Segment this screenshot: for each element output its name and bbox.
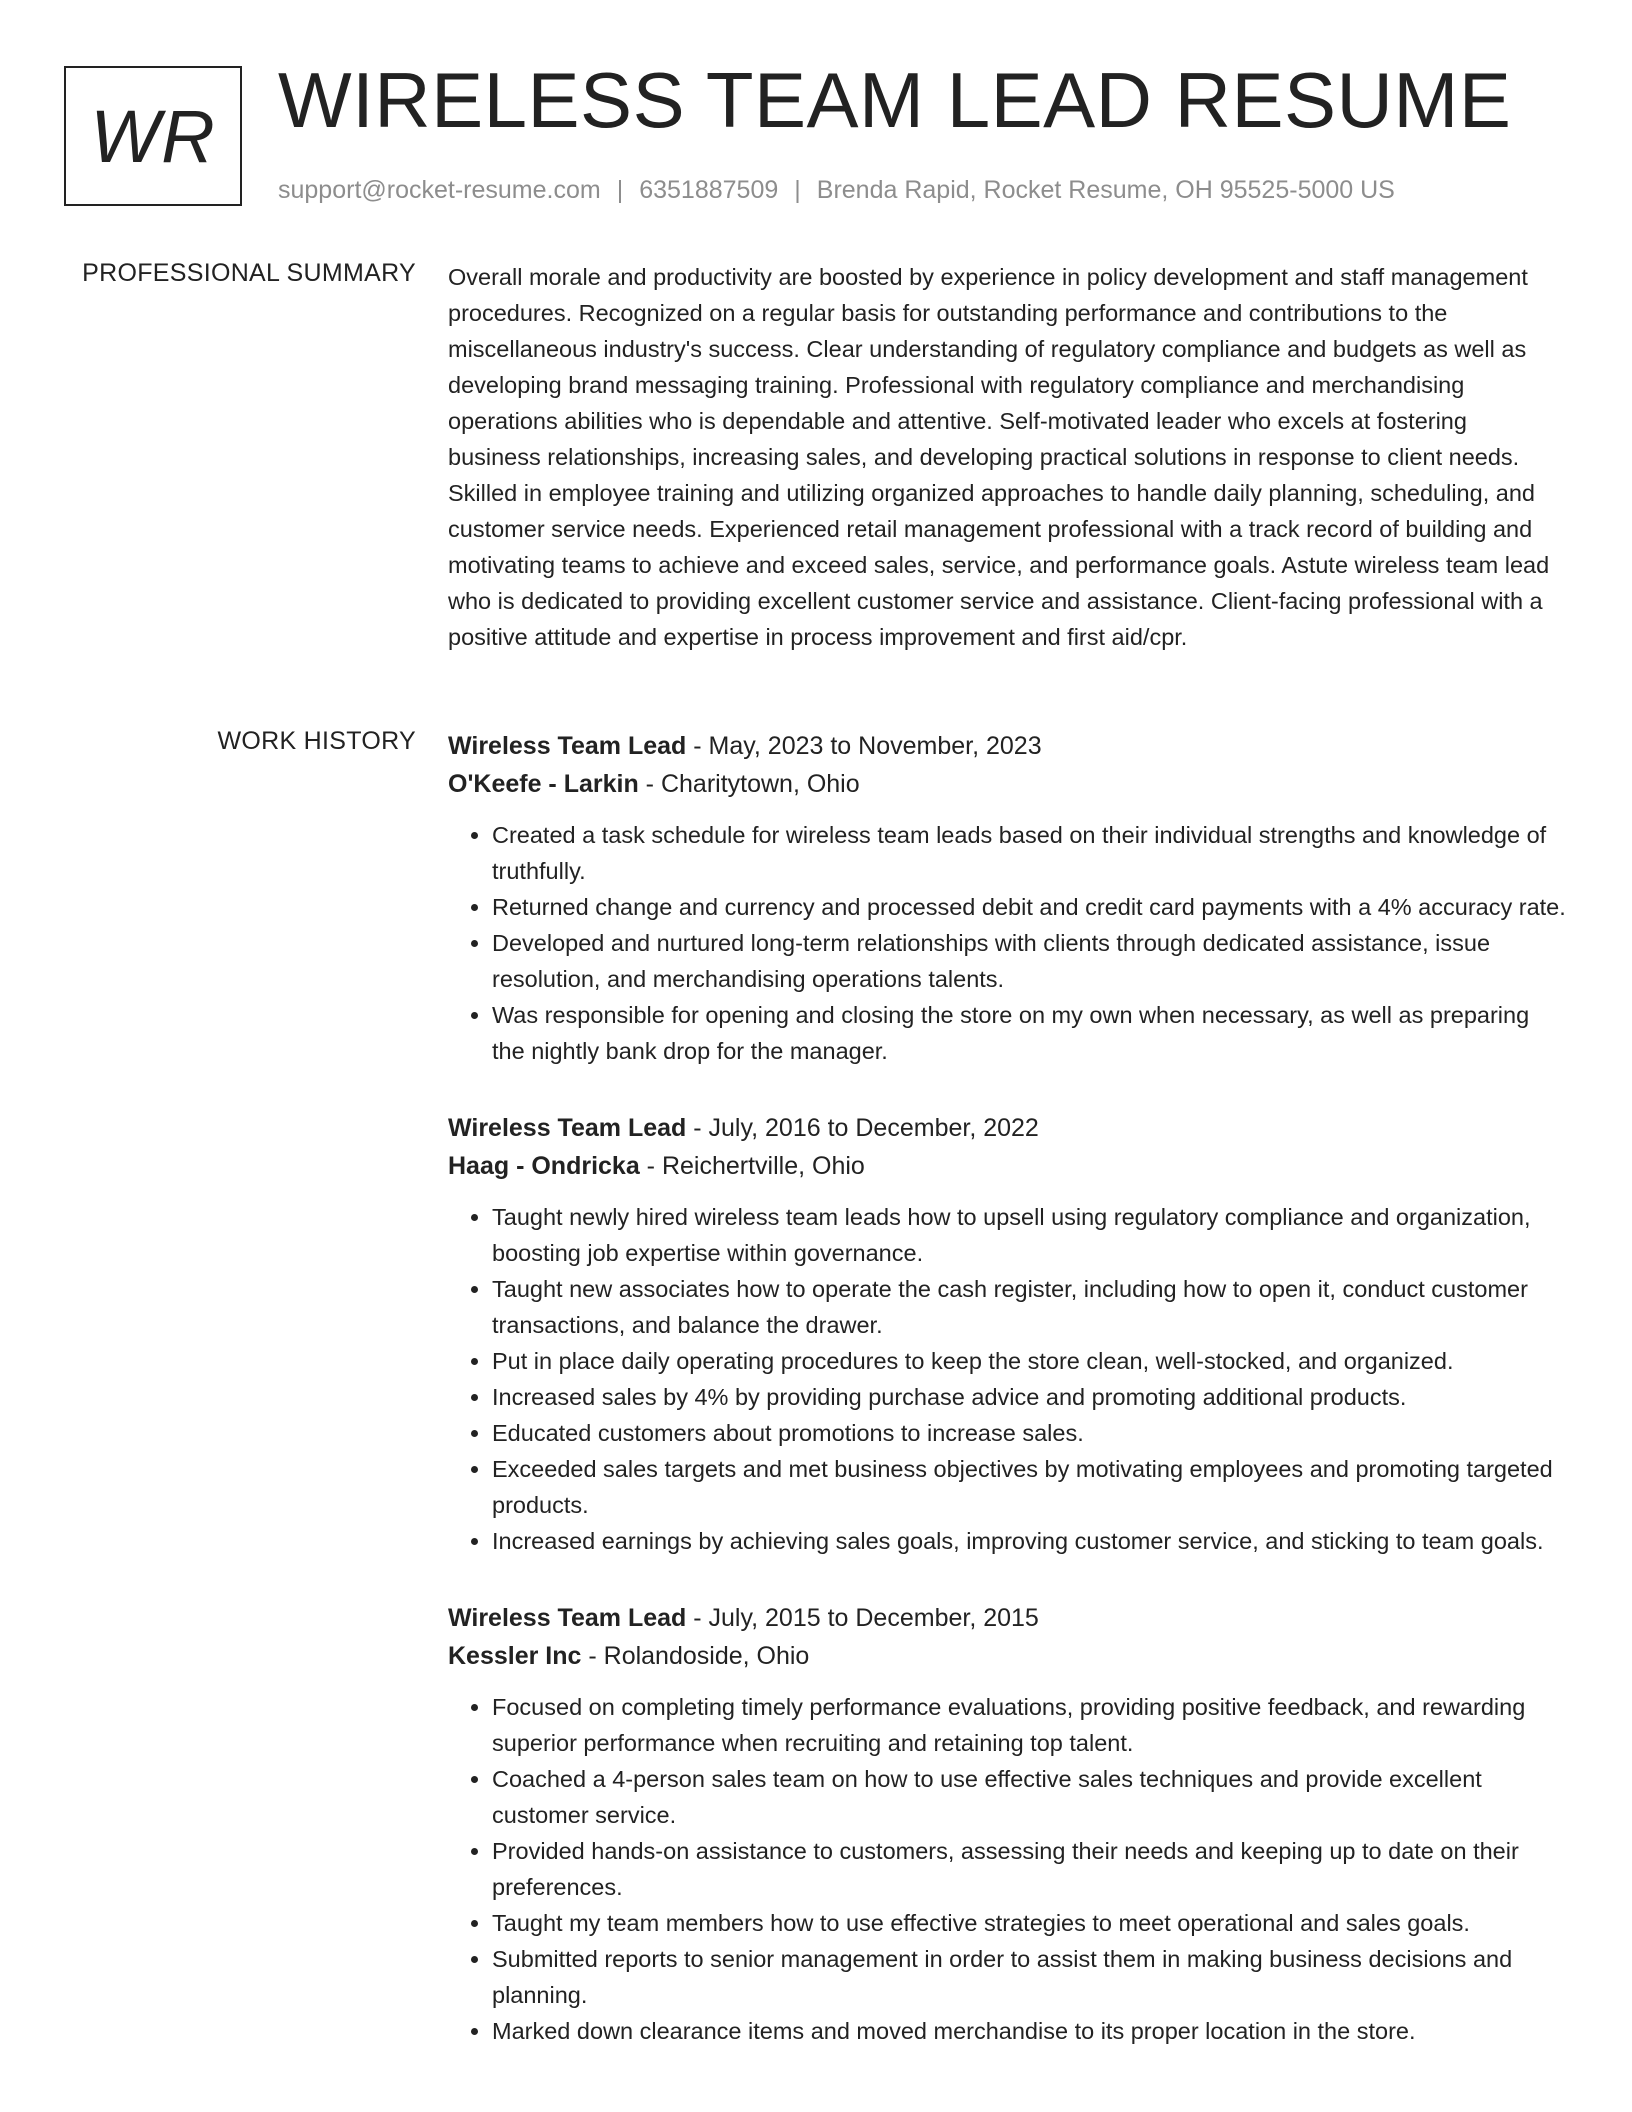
job-dates: - July, 2016 to December, 2022: [686, 1114, 1039, 1142]
job-bullet: • Returned change and currency and processed debit and credit card payments with a 4% accuracy rate.: [492, 889, 1566, 925]
job-bullet: • Educated customers about promotions to increase sales.: [492, 1415, 1566, 1451]
job-bullet: • Increased earnings by achieving sales goals, improving customer service, and sticking to team goals.: [492, 1523, 1566, 1559]
job-bullet: • Taught my team members how to use effective strategies to meet operational and sales goals.: [492, 1905, 1566, 1941]
job-company: O'Keefe - Larkin: [448, 770, 639, 798]
contact-email[interactable]: support@rocket-resume.com: [278, 176, 601, 204]
contact-separator: |: [794, 176, 801, 204]
job-bullet: • Increased sales by 4% by providing purchase advice and promoting additional products.: [492, 1379, 1566, 1415]
contact-line: [278, 176, 1395, 205]
job-location: - Rolandoside, Ohio: [581, 1642, 810, 1670]
contact-address: Brenda Rapid, Rocket Resume, OH 95525-5000 US: [816, 176, 1395, 204]
summary-body: [448, 259, 1566, 655]
job-bullet-list: [448, 1199, 1566, 1559]
job-title-line: [448, 727, 1566, 765]
monogram-initials: WR: [90, 94, 216, 178]
job-bullet-list: [448, 1689, 1566, 2049]
job-bullet: • Was responsible for opening and closing the store on my own when necessary, as well as preparing the nightly bank drop for the manager.: [492, 997, 1566, 1069]
job-entry: [448, 727, 1566, 1069]
job-company: Haag - Ondricka: [448, 1152, 640, 1180]
job-title-line: [448, 1599, 1566, 1637]
job-title: Wireless Team Lead: [448, 1604, 687, 1632]
job-bullet: • Focused on completing timely performance evaluations, providing positive feedback, and rewarding superior performance when recruiting and retaining top talent.: [492, 1689, 1566, 1761]
job-entry: [448, 1109, 1566, 1559]
job-location: - Charitytown, Ohio: [638, 770, 860, 798]
job-bullet: • Coached a 4-person sales team on how to use effective sales techniques and provide excellent customer service.: [492, 1761, 1566, 1833]
contact-separator: |: [616, 176, 624, 204]
job-bullet: • Taught newly hired wireless team leads how to upsell using regulatory compliance and organization, boosting job expertise within governance.: [492, 1199, 1566, 1271]
job-title: Wireless Team Lead: [448, 732, 687, 760]
job-dates: - July, 2015 to December, 2015: [686, 1604, 1039, 1632]
job-bullet: • Provided hands-on assistance to customers, assessing their needs and keeping up to date on their preferences.: [492, 1833, 1566, 1905]
job-bullet-list: [448, 817, 1566, 1069]
job-bullet: • Taught new associates how to operate the cash register, including how to open it, conduct customer transactions, and balance the drawer.: [492, 1271, 1566, 1343]
summary-text: Overall morale and productivity are boosted by experience in policy development and staff management procedures. Recognized on a regular basis for outstanding performance and contributions to the miscellaneous industry's success. Clear understanding of regulatory compliance and budgets as well as developing brand messaging training. Professional with regulatory compliance and merchandising operations abilities who is dependable and attentive. Self-motivated leader who excels at fostering business relationships, increasing sales, and developing practical solutions in response to client needs. Skilled in employee training and utilizing organized approaches to handle daily planning, scheduling, and customer service needs. Experienced retail management professional with a track record of building and motivating teams to achieve and exceed sales, service, and performance goals. Astute wireless team lead who is dedicated to providing excellent customer service and assistance. Client-facing professional with a positive attitude and expertise in process improvement and first aid/cpr.: [448, 264, 1550, 650]
job-title: Wireless Team Lead: [448, 1114, 687, 1142]
job-company-line: [448, 1147, 1566, 1185]
monogram-box: [64, 66, 242, 206]
job-bullet: • Marked down clearance items and moved merchandise to its proper location in the store.: [492, 2013, 1566, 2049]
job-bullet: • Created a task schedule for wireless team leads based on their individual strengths and knowledge of truthfully.: [492, 817, 1566, 889]
job-company-line: [448, 1637, 1566, 1675]
summary-heading: PROFESSIONAL SUMMARY: [82, 259, 416, 287]
job-company-line: [448, 765, 1566, 803]
job-bullet: • Put in place daily operating procedures to keep the store clean, well-stocked, and organized.: [492, 1343, 1566, 1379]
work-history-heading: WORK HISTORY: [217, 727, 416, 755]
work-history-body: [448, 727, 1566, 2089]
job-bullet: • Developed and nurtured long-term relationships with clients through dedicated assistance, issue resolution, and merchandising operations talents.: [492, 925, 1566, 997]
resume-title: WIRELESS TEAM LEAD RESUME: [278, 56, 1512, 144]
job-bullet: • Submitted reports to senior management in order to assist them in making business decisions and planning.: [492, 1941, 1566, 2013]
job-company: Kessler Inc: [448, 1642, 582, 1670]
job-dates: - May, 2023 to November, 2023: [686, 732, 1042, 760]
contact-phone[interactable]: 6351887509: [639, 176, 779, 204]
job-location: - Reichertville, Ohio: [639, 1152, 865, 1180]
job-title-line: [448, 1109, 1566, 1147]
job-entry: [448, 1599, 1566, 2049]
job-bullet: • Exceeded sales targets and met business objectives by motivating employees and promoting targeted products.: [492, 1451, 1566, 1523]
